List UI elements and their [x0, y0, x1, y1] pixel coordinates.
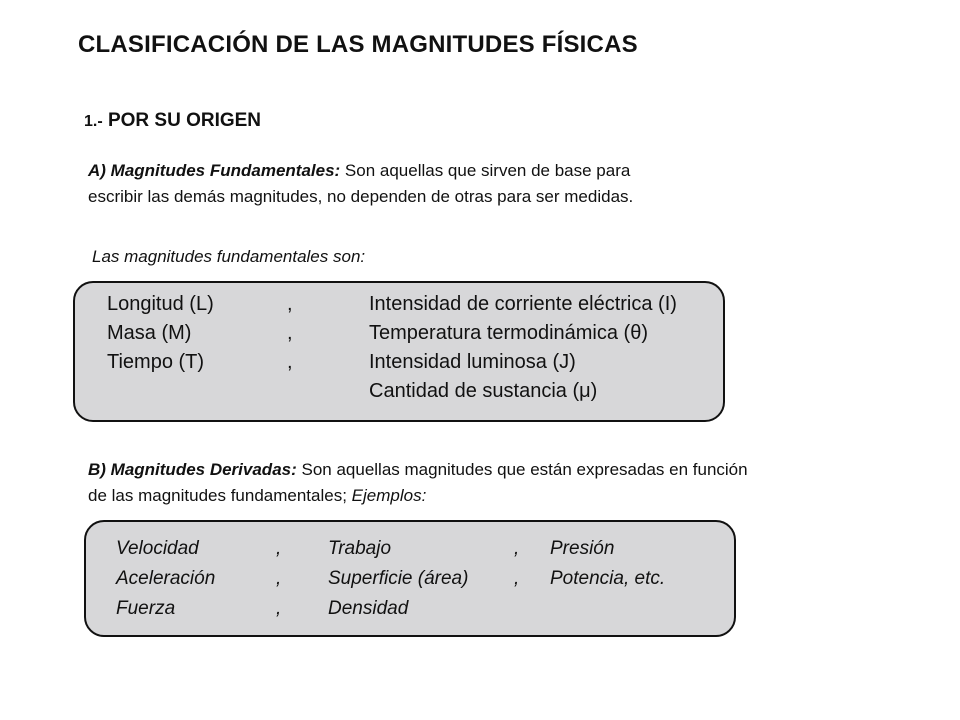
derivadas-text-line1: Son aquellas magnitudes que están expresadas en función — [296, 460, 748, 479]
fundamentales-text-line1: Son aquellas que sirven de base para — [340, 161, 631, 180]
page-title: CLASIFICACIÓN DE LAS MAGNITUDES FÍSICAS — [78, 31, 638, 58]
fund-item: Longitud (L) — [107, 293, 214, 315]
section-number: 1.- — [84, 113, 103, 130]
der-item: Velocidad — [116, 538, 199, 559]
fund-item: Intensidad de corriente eléctrica (I) — [369, 293, 677, 315]
der-separator: , — [276, 538, 282, 559]
der-item: Densidad — [328, 598, 409, 619]
der-item: Presión — [550, 538, 615, 559]
der-item: Superficie (área) — [328, 568, 469, 589]
derivadas-ejemplos: Ejemplos: — [351, 486, 427, 505]
fundamentales-intro: Las magnitudes fundamentales son: — [92, 247, 366, 266]
der-separator: , — [276, 598, 282, 619]
der-separator: , — [514, 538, 520, 559]
derivadas-text-line2: de las magnitudes fundamentales; — [88, 486, 352, 505]
fund-item: Cantidad de sustancia (μ) — [369, 380, 598, 402]
der-item: Aceleración — [116, 568, 216, 589]
fund-separator: , — [287, 293, 293, 315]
derivadas-definition — [88, 457, 948, 509]
fundamentales-box — [73, 281, 725, 422]
der-separator: , — [276, 568, 282, 589]
fundamentales-label: A) Magnitudes Fundamentales: — [88, 161, 341, 180]
section-heading — [84, 110, 261, 132]
fundamentales-definition — [88, 158, 948, 210]
fund-item: Masa (M) — [107, 322, 192, 344]
der-item: Fuerza — [116, 598, 176, 619]
fund-item: Temperatura termodinámica (θ) — [369, 322, 648, 344]
fund-separator: , — [287, 322, 293, 344]
der-item: Trabajo — [328, 538, 392, 559]
fund-separator: , — [287, 351, 293, 373]
der-item: Potencia, etc. — [550, 568, 666, 589]
derivadas-box — [84, 520, 736, 637]
section-label: POR SU ORIGEN — [107, 110, 262, 131]
derivadas-label: B) Magnitudes Derivadas: — [88, 460, 297, 479]
fund-item: Intensidad luminosa (J) — [369, 351, 576, 373]
fundamentales-text-line2: escribir las demás magnitudes, no dependen de otras para ser medidas. — [88, 187, 634, 206]
fund-item: Tiempo (T) — [107, 351, 205, 373]
der-separator: , — [514, 568, 520, 589]
